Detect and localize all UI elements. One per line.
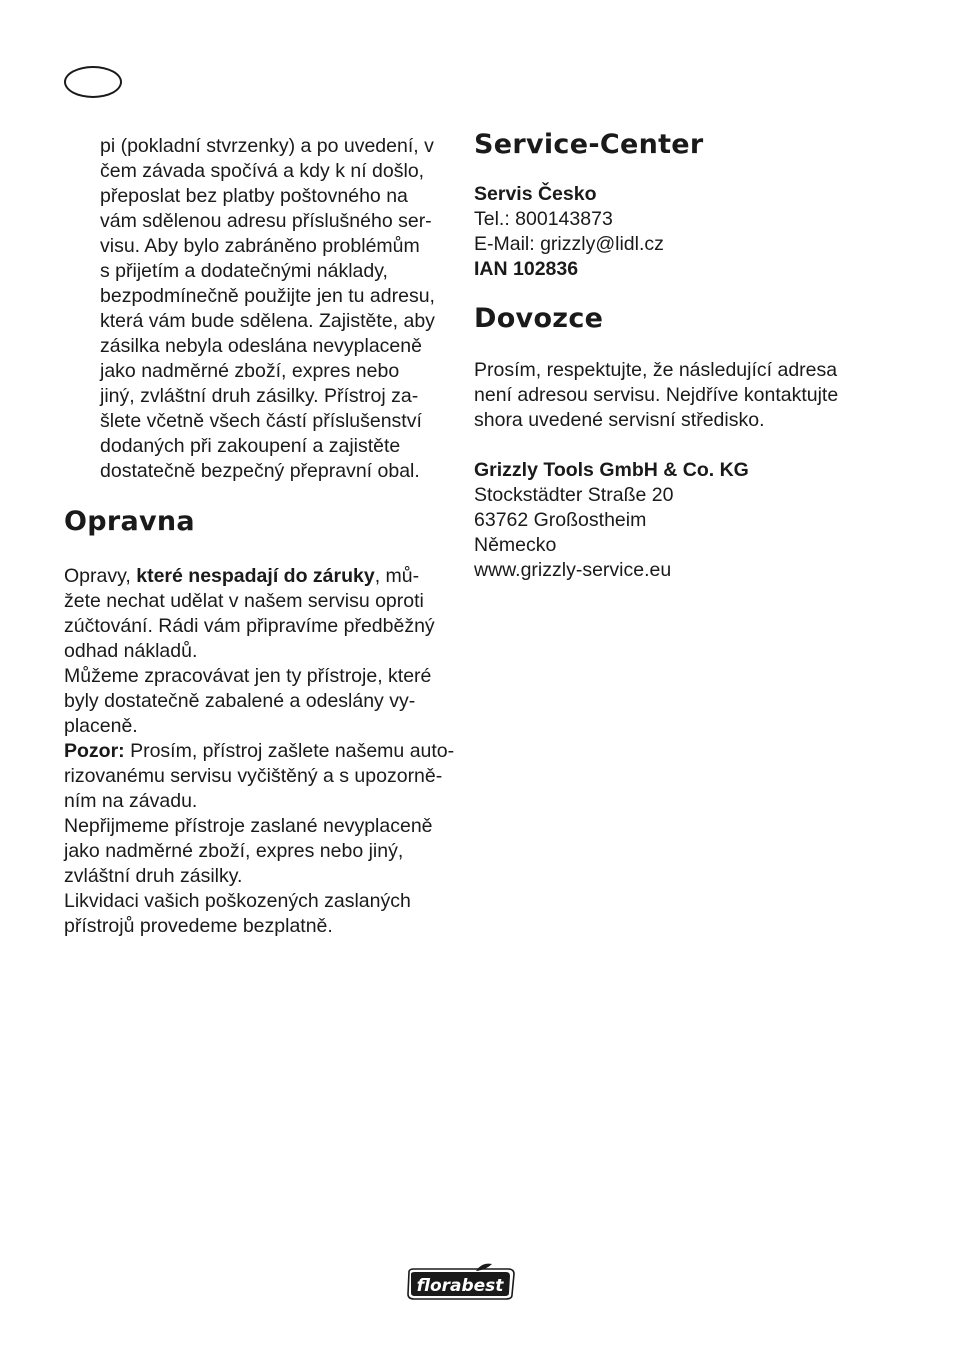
text-line: zásilka nebyla odeslána nevyplaceně [100, 335, 422, 357]
warranty-continuation-text [64, 134, 454, 484]
text-line: zvláštní druh zásilky. [64, 865, 243, 887]
company-name: Grizzly Tools GmbH & Co. KG [474, 459, 749, 481]
text-line: Nepřijmeme přístroje zaslané nevyplaceně [64, 815, 433, 837]
text-line: čem závada spočívá a kdy k ní došlo, [100, 160, 425, 182]
right-column [474, 128, 884, 583]
ian-number: IAN 102836 [474, 258, 579, 280]
text-fragment: , mů- [374, 565, 420, 587]
opravna-paragraph-2 [64, 664, 454, 739]
text-line: šlete včetně všech částí příslušenství [100, 410, 422, 432]
text-fragment: Opravy, [64, 565, 137, 587]
left-column [64, 134, 454, 939]
text-line: přeposlat bez platby poštovného na [100, 185, 408, 207]
text-line: žete nechat udělat v našem servisu oproti [64, 590, 424, 612]
service-phone: Tel.: 800143873 [474, 208, 613, 230]
bold-text: které nespadají do záruky [136, 565, 375, 587]
text-fragment: Prosím, přístroj zašlete našemu auto- [124, 740, 455, 762]
florabest-logo-svg [406, 1262, 516, 1302]
opravna-heading: Opravna [64, 506, 195, 537]
logo-text: florabest [416, 1276, 504, 1296]
text-line [64, 739, 454, 764]
service-center-heading: Service-Center [474, 129, 704, 160]
importer-address [474, 458, 884, 583]
company-street: Stockstädter Straße 20 [474, 484, 674, 506]
dovozce-note [474, 358, 884, 433]
company-city: 63762 Großostheim [474, 509, 647, 531]
company-country: Německo [474, 534, 557, 556]
text-line: dostatečně bezpečný přepravní obal. [100, 460, 420, 482]
text-line [64, 564, 454, 589]
spacer [474, 433, 884, 458]
opravna-paragraph-4 [64, 814, 454, 889]
text-line: s přijetím a dodatečnými náklady, [100, 260, 388, 282]
text-line: není adresou servisu. Nejdříve kontaktujte [474, 384, 839, 406]
text-line: bezpodmínečně použijte jen tu adresu, [100, 285, 435, 307]
florabest-logo-icon [406, 1262, 516, 1302]
service-contact [474, 182, 884, 282]
opravna-paragraph-1 [64, 564, 454, 664]
text-line: dodaných při zakoupení a zajistěte [100, 435, 401, 457]
language-badge [64, 66, 122, 98]
text-line: Můžeme zpracovávat jen ty přístroje, které [64, 665, 432, 687]
bold-text: Pozor: [64, 740, 125, 762]
text-line: ním na závadu. [64, 790, 198, 812]
text-line: pi (pokladní stvrzenky) a po uvedení, v [100, 135, 434, 157]
text-line: jako nadměrné zboží, expres nebo jiný, [64, 840, 404, 862]
text-line: jiný, zvláštní druh zásilky. Přístroj za- [100, 385, 419, 407]
opravna-paragraph-5 [64, 889, 454, 939]
service-email: E-Mail: grizzly@lidl.cz [474, 233, 664, 255]
text-line: která vám bude sdělena. Zajistěte, aby [100, 310, 435, 332]
company-website: www.grizzly-service.eu [474, 559, 672, 581]
opravna-paragraph-3 [64, 739, 454, 814]
text-line: visu. Aby bylo zabráněno problémům [100, 235, 420, 257]
text-line: Likvidaci vašich poškozených zaslaných [64, 890, 411, 912]
service-country: Servis Česko [474, 183, 597, 205]
text-line: odhad nákladů. [64, 640, 198, 662]
text-line: Prosím, respektujte, že následující adresa [474, 359, 838, 381]
text-line: byly dostatečně zabalené a odeslány vy- [64, 690, 416, 712]
text-line: rizovanému servisu vyčištěný a s upozorně- [64, 765, 443, 787]
text-line: jako nadměrné zboží, expres nebo [100, 360, 400, 382]
text-line: přístrojů provedeme bezplatně. [64, 915, 333, 937]
dovozce-heading: Dovozce [474, 303, 604, 334]
text-line: vám sdělenou adresu příslušného ser- [100, 210, 432, 232]
text-line: placeně. [64, 715, 138, 737]
text-line: shora uvedené servisní středisko. [474, 409, 765, 431]
text-line: zúčtování. Rádi vám připravíme předběžný [64, 615, 435, 637]
